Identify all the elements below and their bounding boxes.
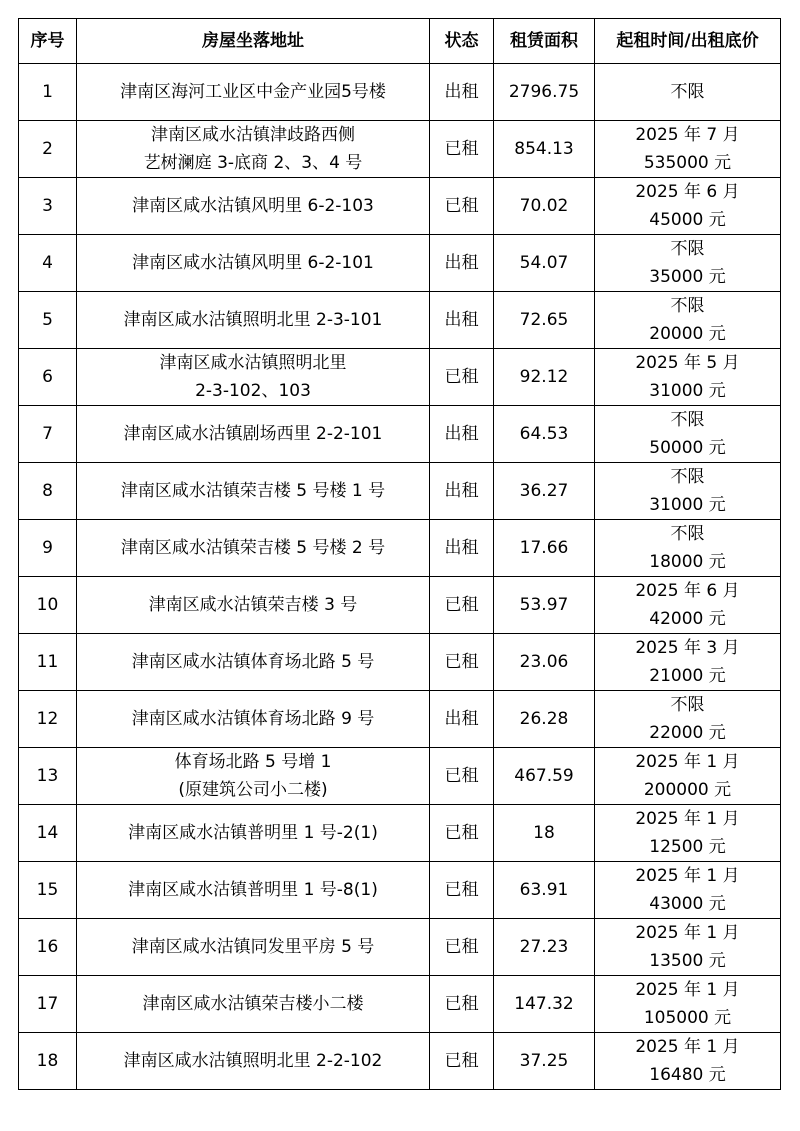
cell-status: 已租 — [430, 805, 494, 862]
price-line: 45000 元 — [649, 210, 726, 230]
cell-serial-number: 17 — [19, 976, 77, 1033]
address-line: 津南区咸水沽镇体育场北路 9 号 — [131, 709, 375, 729]
cell-status: 已租 — [430, 1033, 494, 1090]
table-row — [19, 235, 781, 292]
cell-status: 出租 — [430, 691, 494, 748]
price-line: 2025 年 6 月 — [635, 182, 740, 202]
header-serial-number: 序号 — [19, 19, 77, 64]
cell-status: 出租 — [430, 292, 494, 349]
cell-serial-number: 3 — [19, 178, 77, 235]
cell-serial-number: 15 — [19, 862, 77, 919]
cell-address — [77, 463, 430, 520]
price-line: 2025 年 5 月 — [635, 353, 740, 373]
cell-start-time-price — [595, 178, 781, 235]
address-line: 津南区咸水沽镇照明北里 — [159, 353, 347, 373]
price-line: 不限 — [670, 82, 705, 102]
table-row — [19, 349, 781, 406]
cell-serial-number: 14 — [19, 805, 77, 862]
price-line: 2025 年 1 月 — [635, 809, 740, 829]
cell-address — [77, 520, 430, 577]
cell-area: 467.59 — [494, 748, 595, 805]
cell-area: 147.32 — [494, 976, 595, 1033]
cell-address — [77, 349, 430, 406]
price-line: 200000 元 — [643, 780, 732, 800]
cell-start-time-price — [595, 520, 781, 577]
price-line: 42000 元 — [649, 609, 726, 629]
price-line: 535000 元 — [643, 153, 732, 173]
cell-area: 2796.75 — [494, 64, 595, 121]
table-row — [19, 121, 781, 178]
price-line: 2025 年 6 月 — [635, 581, 740, 601]
cell-area: 92.12 — [494, 349, 595, 406]
header-start-time-price: 起租时间/出租底价 — [595, 19, 781, 64]
cell-status: 已租 — [430, 577, 494, 634]
address-line: 津南区咸水沽镇同发里平房 5 号 — [131, 937, 375, 957]
header-status: 状态 — [430, 19, 494, 64]
cell-status: 出租 — [430, 235, 494, 292]
cell-status: 已租 — [430, 862, 494, 919]
price-line: 2025 年 1 月 — [635, 866, 740, 886]
cell-status: 已租 — [430, 178, 494, 235]
table-row — [19, 64, 781, 121]
price-line: 105000 元 — [643, 1008, 732, 1028]
price-line: 20000 元 — [649, 324, 726, 344]
cell-address — [77, 805, 430, 862]
rental-table — [18, 18, 781, 1090]
cell-area: 36.27 — [494, 463, 595, 520]
cell-status: 已租 — [430, 976, 494, 1033]
cell-serial-number: 6 — [19, 349, 77, 406]
cell-serial-number: 5 — [19, 292, 77, 349]
price-line: 2025 年 1 月 — [635, 752, 740, 772]
cell-start-time-price — [595, 748, 781, 805]
cell-address — [77, 121, 430, 178]
price-line: 13500 元 — [649, 951, 726, 971]
cell-start-time-price — [595, 862, 781, 919]
table-row — [19, 577, 781, 634]
cell-area: 53.97 — [494, 577, 595, 634]
address-line: 津南区咸水沽镇风明里 6-2-103 — [132, 196, 374, 216]
table-header-row — [19, 19, 781, 64]
table-body — [19, 64, 781, 1090]
cell-serial-number: 12 — [19, 691, 77, 748]
cell-start-time-price — [595, 64, 781, 121]
price-line: 22000 元 — [649, 723, 726, 743]
price-line: 35000 元 — [649, 267, 726, 287]
cell-start-time-price — [595, 919, 781, 976]
address-line: 艺树澜庭 3-底商 2、3、4 号 — [143, 153, 363, 173]
cell-serial-number: 8 — [19, 463, 77, 520]
price-line: 不限 — [670, 524, 705, 544]
cell-address — [77, 577, 430, 634]
cell-area: 18 — [494, 805, 595, 862]
cell-start-time-price — [595, 634, 781, 691]
table-row — [19, 178, 781, 235]
cell-area: 26.28 — [494, 691, 595, 748]
cell-address — [77, 178, 430, 235]
cell-area: 70.02 — [494, 178, 595, 235]
cell-area: 17.66 — [494, 520, 595, 577]
cell-start-time-price — [595, 805, 781, 862]
header-address: 房屋坐落地址 — [77, 19, 430, 64]
cell-serial-number: 10 — [19, 577, 77, 634]
cell-area: 72.65 — [494, 292, 595, 349]
address-line: 津南区咸水沽镇风明里 6-2-101 — [132, 253, 374, 273]
table-row — [19, 1033, 781, 1090]
table-row — [19, 805, 781, 862]
cell-serial-number: 2 — [19, 121, 77, 178]
cell-address — [77, 64, 430, 121]
cell-serial-number: 9 — [19, 520, 77, 577]
cell-status: 出租 — [430, 406, 494, 463]
table-row — [19, 292, 781, 349]
price-line: 不限 — [670, 467, 705, 487]
table-row — [19, 463, 781, 520]
cell-status: 出租 — [430, 463, 494, 520]
cell-serial-number: 7 — [19, 406, 77, 463]
cell-start-time-price — [595, 1033, 781, 1090]
cell-serial-number: 4 — [19, 235, 77, 292]
price-line: 31000 元 — [649, 495, 726, 515]
cell-start-time-price — [595, 121, 781, 178]
address-line: 津南区海河工业区中金产业园5号楼 — [120, 82, 386, 102]
price-line: 不限 — [670, 410, 705, 430]
cell-serial-number: 11 — [19, 634, 77, 691]
cell-start-time-price — [595, 463, 781, 520]
cell-address — [77, 748, 430, 805]
price-line: 不限 — [670, 239, 705, 259]
cell-start-time-price — [595, 406, 781, 463]
cell-address — [77, 976, 430, 1033]
address-line: 津南区咸水沽镇照明北里 2-3-101 — [123, 310, 383, 330]
table-row — [19, 976, 781, 1033]
cell-status: 已租 — [430, 349, 494, 406]
address-line: 津南区咸水沽镇体育场北路 5 号 — [131, 652, 375, 672]
address-line: (原建筑公司小二楼) — [178, 780, 328, 800]
cell-address — [77, 292, 430, 349]
cell-start-time-price — [595, 292, 781, 349]
cell-address — [77, 919, 430, 976]
table-row — [19, 919, 781, 976]
cell-address — [77, 862, 430, 919]
table-row — [19, 691, 781, 748]
table-row — [19, 634, 781, 691]
address-line: 津南区咸水沽镇荣吉楼 3 号 — [148, 595, 358, 615]
cell-address — [77, 235, 430, 292]
cell-start-time-price — [595, 235, 781, 292]
cell-status: 出租 — [430, 64, 494, 121]
cell-address — [77, 691, 430, 748]
address-line: 津南区咸水沽镇普明里 1 号-2(1) — [128, 823, 378, 843]
address-line: 体育场北路 5 号增 1 — [174, 752, 332, 772]
address-line: 津南区咸水沽镇荣吉楼小二楼 — [142, 994, 364, 1014]
cell-start-time-price — [595, 691, 781, 748]
rental-listing-document — [18, 18, 780, 1090]
address-line: 津南区咸水沽镇普明里 1 号-8(1) — [128, 880, 378, 900]
cell-serial-number: 16 — [19, 919, 77, 976]
cell-status: 已租 — [430, 748, 494, 805]
price-line: 18000 元 — [649, 552, 726, 572]
address-line: 津南区咸水沽镇剧场西里 2-2-101 — [123, 424, 383, 444]
address-line: 津南区咸水沽镇荣吉楼 5 号楼 2 号 — [120, 538, 386, 558]
price-line: 2025 年 1 月 — [635, 923, 740, 943]
price-line: 2025 年 3 月 — [635, 638, 740, 658]
table-row — [19, 862, 781, 919]
price-line: 2025 年 1 月 — [635, 1037, 740, 1057]
cell-area: 23.06 — [494, 634, 595, 691]
cell-start-time-price — [595, 976, 781, 1033]
price-line: 12500 元 — [649, 837, 726, 857]
cell-serial-number: 13 — [19, 748, 77, 805]
cell-address — [77, 406, 430, 463]
header-area: 租赁面积 — [494, 19, 595, 64]
address-line: 津南区咸水沽镇照明北里 2-2-102 — [123, 1051, 383, 1071]
cell-area: 37.25 — [494, 1033, 595, 1090]
cell-address — [77, 634, 430, 691]
price-line: 不限 — [670, 695, 705, 715]
cell-address — [77, 1033, 430, 1090]
price-line: 50000 元 — [649, 438, 726, 458]
price-line: 43000 元 — [649, 894, 726, 914]
cell-area: 854.13 — [494, 121, 595, 178]
table-row — [19, 520, 781, 577]
cell-status: 已租 — [430, 634, 494, 691]
cell-area: 64.53 — [494, 406, 595, 463]
cell-serial-number: 18 — [19, 1033, 77, 1090]
cell-start-time-price — [595, 349, 781, 406]
cell-area: 27.23 — [494, 919, 595, 976]
table-row — [19, 406, 781, 463]
price-line: 31000 元 — [649, 381, 726, 401]
price-line: 16480 元 — [649, 1065, 726, 1085]
address-line: 津南区咸水沽镇津歧路西侧 — [151, 125, 355, 145]
price-line: 21000 元 — [649, 666, 726, 686]
address-line: 2-3-102、103 — [195, 381, 311, 401]
cell-area: 54.07 — [494, 235, 595, 292]
cell-status: 出租 — [430, 520, 494, 577]
table-row — [19, 748, 781, 805]
price-line: 不限 — [670, 296, 705, 316]
price-line: 2025 年 7 月 — [635, 125, 740, 145]
price-line: 2025 年 1 月 — [635, 980, 740, 1000]
cell-area: 63.91 — [494, 862, 595, 919]
cell-start-time-price — [595, 577, 781, 634]
address-line: 津南区咸水沽镇荣吉楼 5 号楼 1 号 — [120, 481, 386, 501]
cell-status: 已租 — [430, 121, 494, 178]
cell-status: 已租 — [430, 919, 494, 976]
cell-serial-number: 1 — [19, 64, 77, 121]
